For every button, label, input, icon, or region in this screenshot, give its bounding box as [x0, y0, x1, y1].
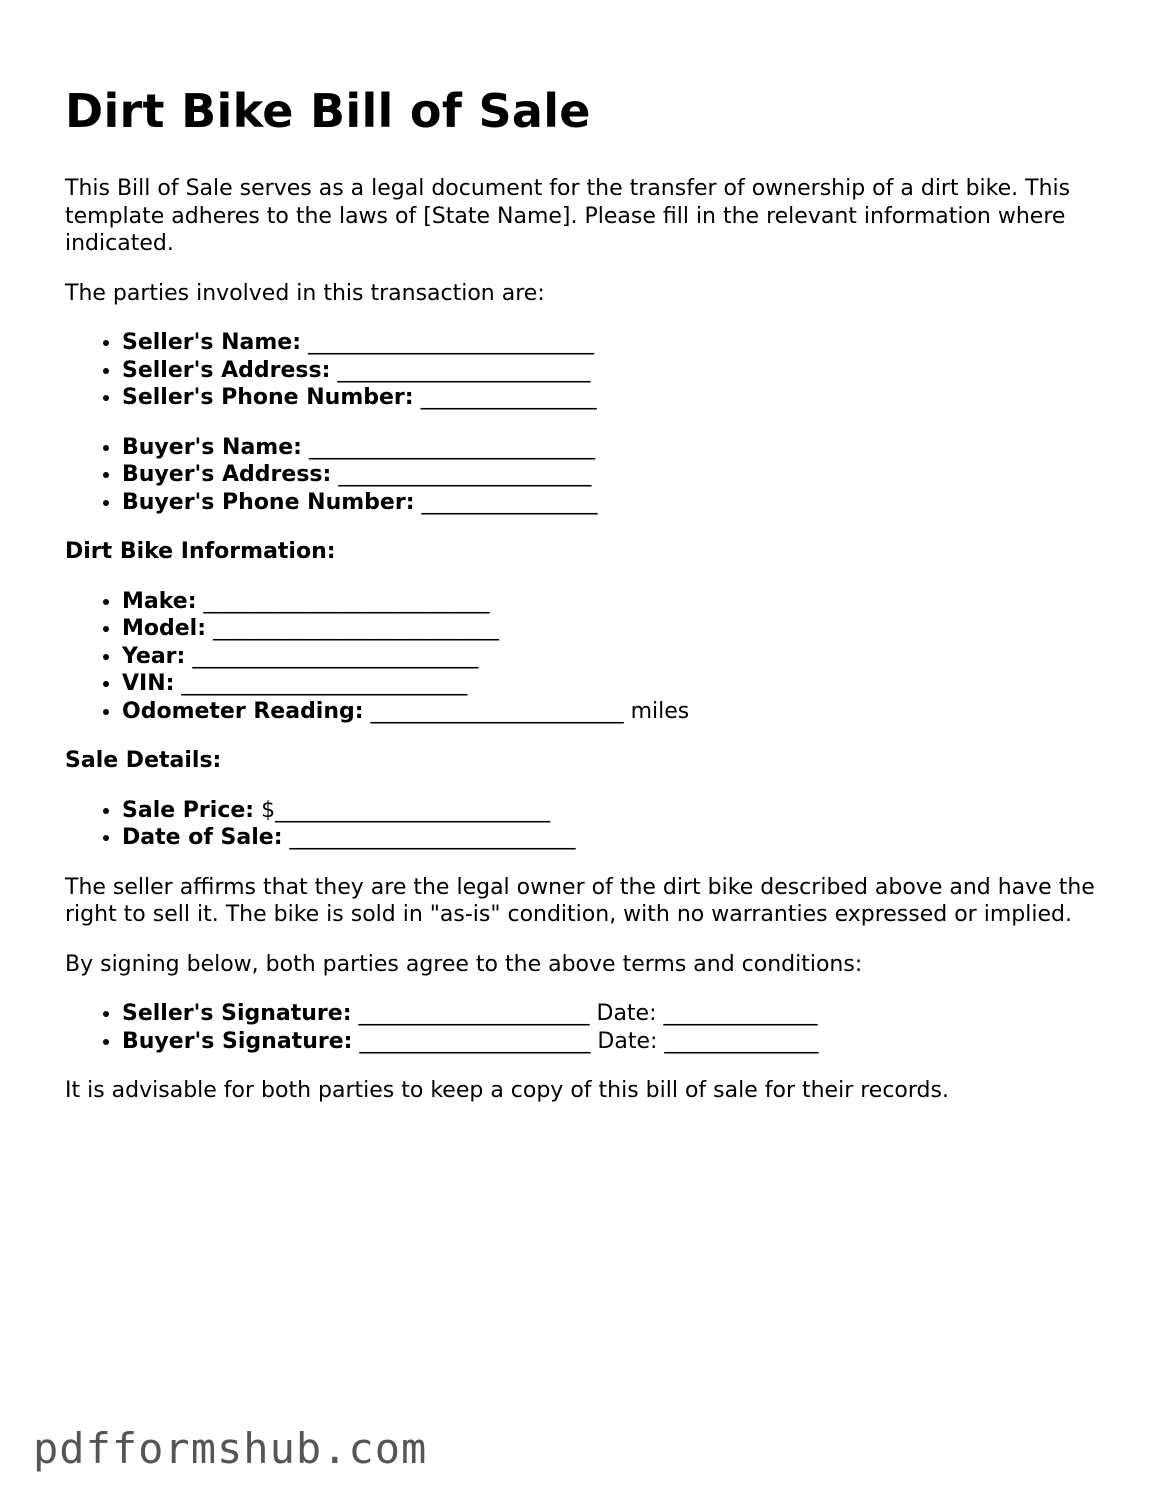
- date-label: Date:: [596, 1001, 657, 1026]
- closing-paragraph: It is advisable for both parties to keep a copy of this bill of sale for their records.: [65, 1078, 949, 1103]
- field-blank[interactable]: ________________: [420, 385, 597, 410]
- seller-address-field: [122, 357, 1125, 385]
- sale-price-field: [122, 797, 1125, 825]
- field-blank[interactable]: ________________: [421, 489, 598, 515]
- date-blank[interactable]: ______________: [663, 1001, 818, 1026]
- signature-list: [65, 1000, 1125, 1055]
- buyer-signature-field: [122, 1028, 1125, 1056]
- seller-fields-list: [65, 329, 1125, 412]
- field-label: Buyer's Address:: [122, 462, 332, 487]
- signing-intro: By signing below, both parties agree to the above terms and conditions:: [65, 951, 863, 977]
- field-label: Buyer's Phone Number:: [122, 489, 415, 515]
- document-title: Dirt Bike Bill of Sale: [65, 84, 591, 138]
- watermark: pdfformshub.com: [33, 1424, 428, 1473]
- field-label: Odometer Reading:: [122, 698, 364, 724]
- field-label: Seller's Name:: [122, 330, 302, 355]
- field-label: Make:: [122, 588, 197, 614]
- field-label: Seller's Address:: [122, 357, 331, 383]
- field-blank[interactable]: __________________________: [289, 825, 576, 850]
- intro-paragraph: This Bill of Sale serves as a legal document for the transfer of ownership of a dirt bike. This template adheres to the laws of [State Name]. Please fill in the relevant information where indicated.: [65, 176, 1071, 256]
- field-label: Sale Price:: [122, 797, 255, 823]
- field-blank[interactable]: __________________________: [181, 671, 468, 696]
- odometer-unit: miles: [630, 698, 690, 724]
- field-label: Buyer's Signature:: [122, 1028, 353, 1054]
- field-label: Model:: [122, 616, 207, 641]
- bike-year-field: [122, 643, 1125, 671]
- signature-blank[interactable]: _____________________: [358, 1001, 590, 1026]
- seller-name-field: [122, 329, 1125, 357]
- field-blank[interactable]: _______________________: [337, 357, 591, 383]
- field-label: Year:: [122, 643, 186, 669]
- seller-signature-field: [122, 1000, 1125, 1028]
- sale-details-heading: Sale Details:: [65, 748, 222, 773]
- document-page: [65, 80, 1125, 1127]
- field-label: Buyer's Name:: [122, 434, 302, 460]
- field-label: Seller's Phone Number:: [122, 385, 414, 410]
- buyer-fields-list: [65, 434, 1125, 517]
- date-blank[interactable]: ______________: [664, 1028, 819, 1054]
- bike-make-field: [122, 588, 1125, 616]
- bike-info-heading: Dirt Bike Information:: [65, 539, 336, 564]
- signature-blank[interactable]: _____________________: [359, 1028, 591, 1054]
- bike-vin-field: [122, 670, 1125, 698]
- bike-fields-list: [65, 588, 1125, 726]
- date-label: Date:: [597, 1028, 658, 1054]
- sale-date-field: [122, 824, 1125, 852]
- field-blank[interactable]: __________________________: [192, 643, 479, 669]
- field-blank[interactable]: _______________________: [370, 698, 624, 724]
- field-blank[interactable]: __________________________: [213, 616, 500, 641]
- seller-phone-field: [122, 384, 1125, 412]
- field-blank[interactable]: __________________________: [308, 330, 595, 355]
- parties-intro: The parties involved in this transaction are:: [65, 280, 545, 306]
- field-blank[interactable]: __________________________: [308, 434, 595, 460]
- affirmation-paragraph: The seller affirms that they are the legal owner of the dirt bike described above and have the right to sell it. The bike is sold in "as-is" condition, with no warranties expressed or implied.: [65, 874, 1095, 927]
- buyer-phone-field: [122, 489, 1125, 517]
- buyer-name-field: [122, 434, 1125, 462]
- field-blank[interactable]: $_________________________: [261, 797, 551, 823]
- field-label: Seller's Signature:: [122, 1001, 352, 1026]
- field-blank[interactable]: __________________________: [203, 588, 490, 614]
- field-label: Date of Sale:: [122, 825, 283, 850]
- field-blank[interactable]: _______________________: [338, 462, 592, 487]
- buyer-address-field: [122, 461, 1125, 489]
- sale-fields-list: [65, 797, 1125, 852]
- bike-odometer-field: [122, 698, 1125, 726]
- field-label: VIN:: [122, 671, 175, 696]
- bike-model-field: [122, 615, 1125, 643]
